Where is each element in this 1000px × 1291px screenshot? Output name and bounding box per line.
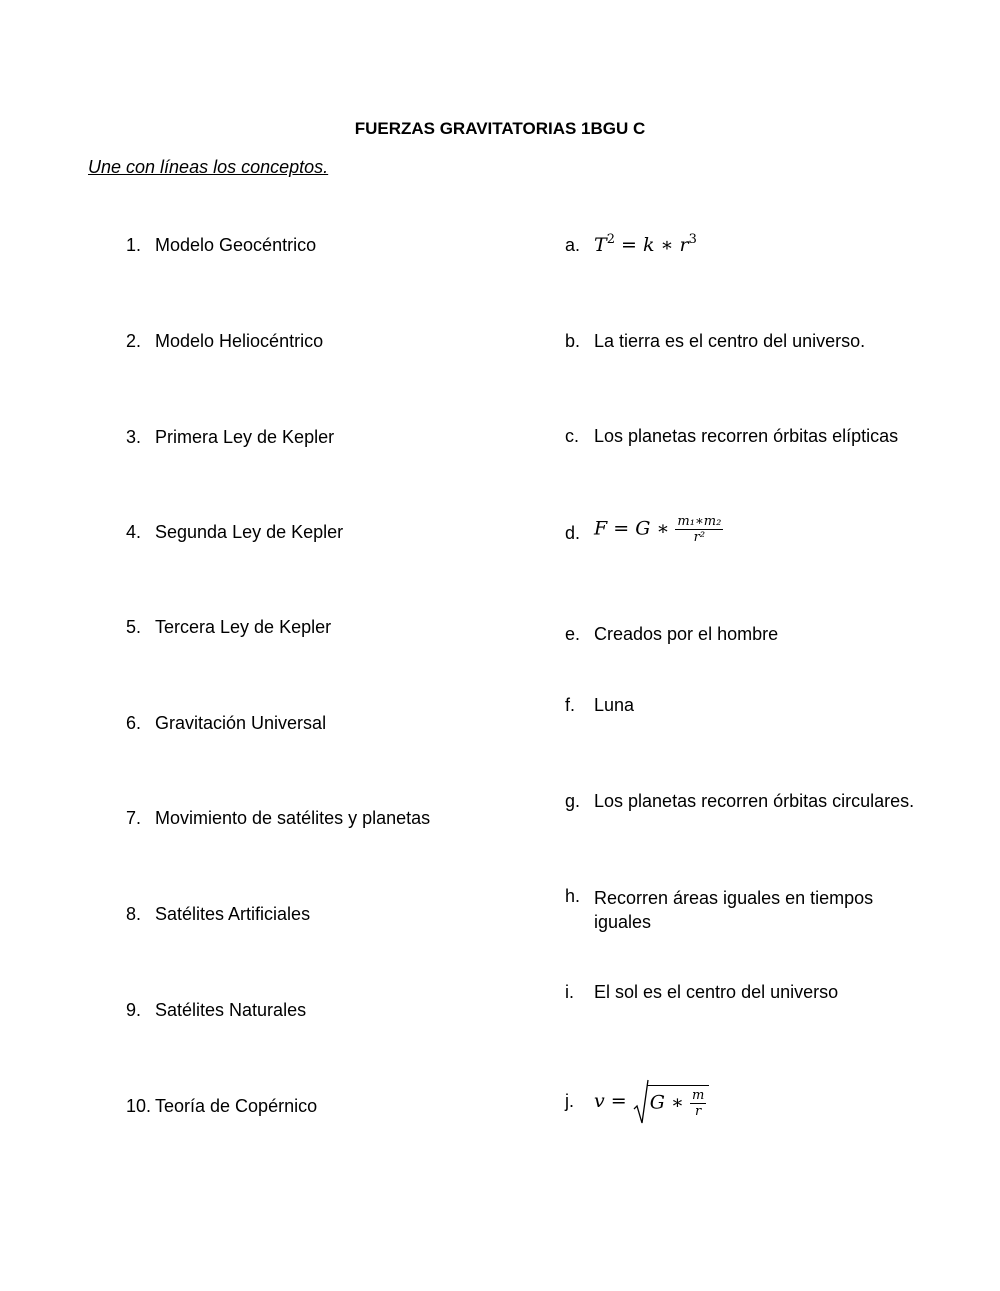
instruction-text: Une con líneas los conceptos. — [88, 157, 329, 177]
definition-letter: g. — [565, 791, 581, 811]
definition-letter: a. — [565, 235, 581, 255]
concept-number: 10. — [126, 1096, 152, 1116]
definition-letter: e. — [565, 624, 581, 644]
concept-label: Modelo Heliocéntrico — [155, 331, 324, 351]
concept-label: Tercera Ley de Kepler — [155, 617, 332, 637]
concept-number: 9. — [126, 1000, 142, 1020]
fraction: $\frac{\text{m₁∗m₂}}{\text{r²}}$ — [677, 514, 722, 545]
concept-number: 7. — [126, 808, 142, 828]
concept-number: 1. — [126, 235, 142, 255]
gravitation-formula: F = G ∗ $\frac{\text{m₁∗m₂}}{\text{r²}}$ — [594, 514, 722, 545]
concept-label: Modelo Geocéntrico — [155, 235, 317, 255]
definition-letter: c. — [565, 426, 580, 446]
definition-text: Creados por el hombre — [594, 624, 779, 644]
definition-text: El sol es el centro del universo — [594, 982, 839, 1002]
page-title: FUERZAS GRAVITATORIAS 1BGU C — [354, 119, 646, 138]
definition-letter: i. — [565, 982, 574, 1002]
concept-label: Satélites Artificiales — [155, 904, 311, 924]
concept-label: Gravitación Universal — [155, 713, 327, 733]
concept-number: 2. — [126, 331, 142, 351]
definition-letter: b. — [565, 331, 581, 351]
definition-text: La tierra es el centro del universo. — [594, 331, 866, 351]
definition-letter: j. — [565, 1091, 574, 1111]
concept-label: Satélites Naturales — [155, 1000, 307, 1020]
concept-number: 3. — [126, 427, 142, 447]
concept-label: Segunda Ley de Kepler — [155, 522, 344, 542]
definition-text: Luna — [594, 695, 635, 715]
kepler-third-law-formula: $T^2 = k$ ∗ $r^3$ — [594, 232, 697, 256]
concept-number: 4. — [126, 522, 142, 542]
definition-letter: f. — [565, 695, 576, 715]
concept-number: 8. — [126, 904, 142, 924]
fraction: $\frac{m}{r}$ — [691, 1088, 705, 1119]
definition-letter: h. — [565, 886, 581, 906]
concept-number: 6. — [126, 713, 142, 733]
concept-number: 5. — [126, 617, 142, 637]
definition-text: Los planetas recorren órbitas circulares. — [594, 791, 915, 811]
definition-text: Los planetas recorren órbitas elípticas — [594, 426, 899, 446]
concept-label: Teoría de Copérnico — [155, 1096, 318, 1116]
concept-label: Primera Ley de Kepler — [155, 427, 335, 447]
concept-label: Movimiento de satélites y planetas — [155, 808, 431, 828]
definition-letter: d. — [565, 523, 581, 543]
orbital-velocity-formula: v = G ∗ $\frac{m}{r}$ — [594, 1079, 709, 1125]
definition-text: Recorren áreas iguales en tiempos iguales — [594, 888, 874, 932]
